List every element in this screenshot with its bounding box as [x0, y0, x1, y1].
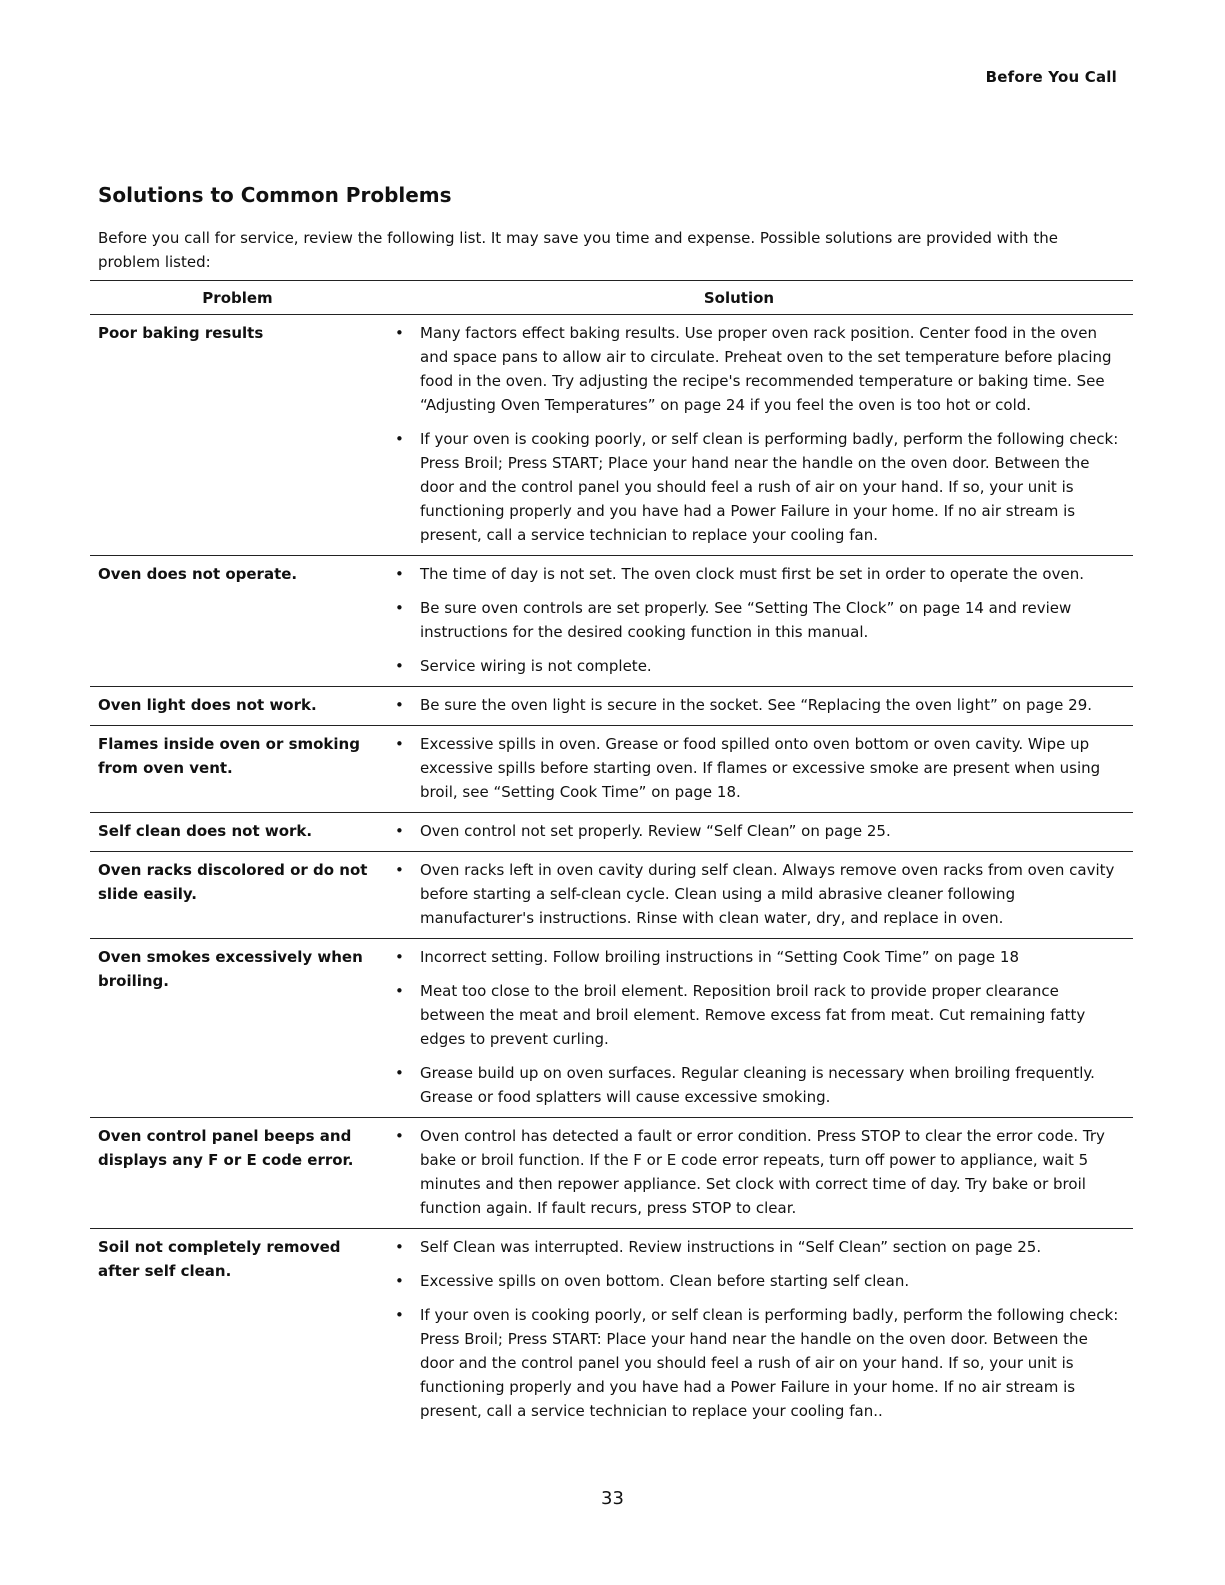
column-header-problem: Problem: [202, 288, 273, 307]
solution-item: [380, 1303, 1133, 1423]
solution-text: Oven racks left in oven cavity during self clean. Always remove oven racks from oven cavity before starting a self-clean cycle. Clean using a mild abrasive cleaner following manufacturer's instructions. Rinse with clean water, dry, and replace in oven.: [420, 861, 1115, 927]
solution-text: If your oven is cooking poorly, or self clean is performing badly, perform the following check: Press Broil; Press START; Place your hand near the handle on the oven door. Between the door and the control panel you should feel a rush of air on your hand. If so, your unit is functioning properly and you have had a Power Failure in your home. If no air stream is present, call a service technician to replace your cooling fan.: [420, 430, 1119, 544]
solution-text: Service wiring is not complete.: [420, 657, 652, 675]
solution-text: Self Clean was interrupted. Review instructions in “Self Clean” section on page 25.: [420, 1238, 1042, 1256]
bullet-icon: •: [395, 565, 404, 583]
solution-item: [380, 1235, 1133, 1259]
table-row: [90, 939, 1133, 1118]
solution-text: Incorrect setting. Follow broiling instructions in “Setting Cook Time” on page 18: [420, 948, 1020, 966]
table-row: [90, 556, 1133, 687]
table-row: [90, 687, 1133, 726]
page-header: Before You Call: [985, 68, 1117, 86]
solution-item: [380, 979, 1133, 1051]
solution-text: Excessive spills in oven. Grease or food spilled onto oven bottom or oven cavity. Wipe up excessive spills before starting oven. If flames or excessive smoke are present when using broil, see “Setting Cook Time” on page 18.: [420, 735, 1101, 801]
solution-item: [380, 945, 1133, 969]
problem-cell: Oven light does not work.: [98, 696, 317, 714]
bullet-icon: •: [395, 1306, 404, 1324]
bullet-icon: •: [395, 735, 404, 753]
solution-text: Meat too close to the broil element. Reposition broil rack to provide proper clearance between the meat and broil element. Remove excess fat from meat. Cut remaining fatty edges to prevent curling.: [420, 982, 1086, 1048]
problem-cell: Oven does not operate.: [98, 565, 298, 583]
table-row: [90, 315, 1133, 556]
solution-item: [380, 1061, 1133, 1109]
solution-cell: [380, 562, 1133, 682]
bullet-icon: •: [395, 861, 404, 879]
bullet-icon: •: [395, 1127, 404, 1145]
solution-item: [380, 321, 1133, 417]
table-row: [90, 1118, 1133, 1229]
bullet-icon: •: [395, 1238, 404, 1256]
bullet-icon: •: [395, 1064, 404, 1082]
solution-text: Grease build up on oven surfaces. Regular cleaning is necessary when broiling frequently. Grease or food splatters will cause excessive smoking.: [420, 1064, 1095, 1106]
solution-text: If your oven is cooking poorly, or self clean is performing badly, perform the following check: Press Broil; Press START: Place your hand near the handle on the oven door. Between the door and the control panel you should feel a rush of air on your hand. If so, your unit is functioning properly and you have had a Power Failure in your home. If no air stream is present, call a service technician to replace your cooling fan..: [420, 1306, 1119, 1420]
bullet-icon: •: [395, 696, 404, 714]
table-header: [90, 281, 1133, 315]
page-number: 33: [601, 1488, 624, 1509]
bullet-icon: •: [395, 1272, 404, 1290]
problem-cell: Soil not completely removed after self clean.: [98, 1238, 341, 1280]
bullet-icon: •: [395, 324, 404, 342]
solution-cell: [380, 693, 1133, 721]
solution-item: [380, 427, 1133, 547]
solution-cell: [380, 321, 1133, 551]
bullet-icon: •: [395, 657, 404, 675]
solution-text: The time of day is not set. The oven clock must first be set in order to operate the oven.: [420, 565, 1084, 583]
bullet-icon: •: [395, 430, 404, 448]
problem-cell: Poor baking results: [98, 324, 264, 342]
solution-cell: [380, 1124, 1133, 1224]
page-title: Solutions to Common Problems: [98, 183, 452, 207]
problems-table: [90, 280, 1133, 1431]
problem-cell: Self clean does not work.: [98, 822, 313, 840]
solution-item: [380, 858, 1133, 930]
solution-cell: [380, 732, 1133, 808]
solution-item: [380, 732, 1133, 804]
table-row: [90, 1229, 1133, 1431]
bullet-icon: •: [395, 822, 404, 840]
problem-cell: Oven control panel beeps and displays any F or E code error.: [98, 1127, 354, 1169]
solution-text: Be sure oven controls are set properly. See “Setting The Clock” on page 14 and review instructions for the desired cooking function in this manual.: [420, 599, 1072, 641]
solution-item: [380, 562, 1133, 586]
solution-text: Excessive spills on oven bottom. Clean before starting self clean.: [420, 1272, 910, 1290]
column-header-solution: Solution: [703, 288, 775, 307]
table-row: [90, 852, 1133, 939]
bullet-icon: •: [395, 948, 404, 966]
intro-text: Before you call for service, review the following list. It may save you time and expense. Possible solutions are provided with the problem listed:: [98, 229, 1058, 271]
table-row: [90, 726, 1133, 813]
table-body: [90, 315, 1133, 1431]
solution-text: Be sure the oven light is secure in the socket. See “Replacing the oven light” on page 29.: [420, 696, 1093, 714]
bullet-icon: •: [395, 599, 404, 617]
solution-item: [380, 1124, 1133, 1220]
solution-text: Many factors effect baking results. Use proper oven rack position. Center food in the oven and space pans to allow air to circulate. Preheat oven to the set temperature before placing food in the oven. Try adjusting the recipe's recommended temperature or baking time. See “Adjusting Oven Temperatures” on page 24 if you feel the oven is too hot or cold.: [420, 324, 1112, 414]
solution-cell: [380, 819, 1133, 847]
solution-cell: [380, 945, 1133, 1113]
solution-cell: [380, 1235, 1133, 1427]
problem-cell: Flames inside oven or smoking from oven vent.: [98, 735, 360, 777]
solution-text: Oven control has detected a fault or error condition. Press STOP to clear the error code. Try bake or broil function. If the F or E code error repeats, turn off power to appliance, wait 5 minutes and then repower appliance. Set clock with correct time of day. Try bake or broil function again. If fault recurs, press STOP to clear.: [420, 1127, 1105, 1217]
solution-item: [380, 693, 1133, 717]
problem-cell: Oven smokes excessively when broiling.: [98, 948, 363, 990]
solution-text: Oven control not set properly. Review “Self Clean” on page 25.: [420, 822, 891, 840]
problem-cell: Oven racks discolored or do not slide easily.: [98, 861, 368, 903]
solution-cell: [380, 858, 1133, 934]
table-row: [90, 813, 1133, 852]
bullet-icon: •: [395, 982, 404, 1000]
solution-item: [380, 1269, 1133, 1293]
solution-item: [380, 654, 1133, 678]
solution-item: [380, 819, 1133, 843]
solution-item: [380, 596, 1133, 644]
